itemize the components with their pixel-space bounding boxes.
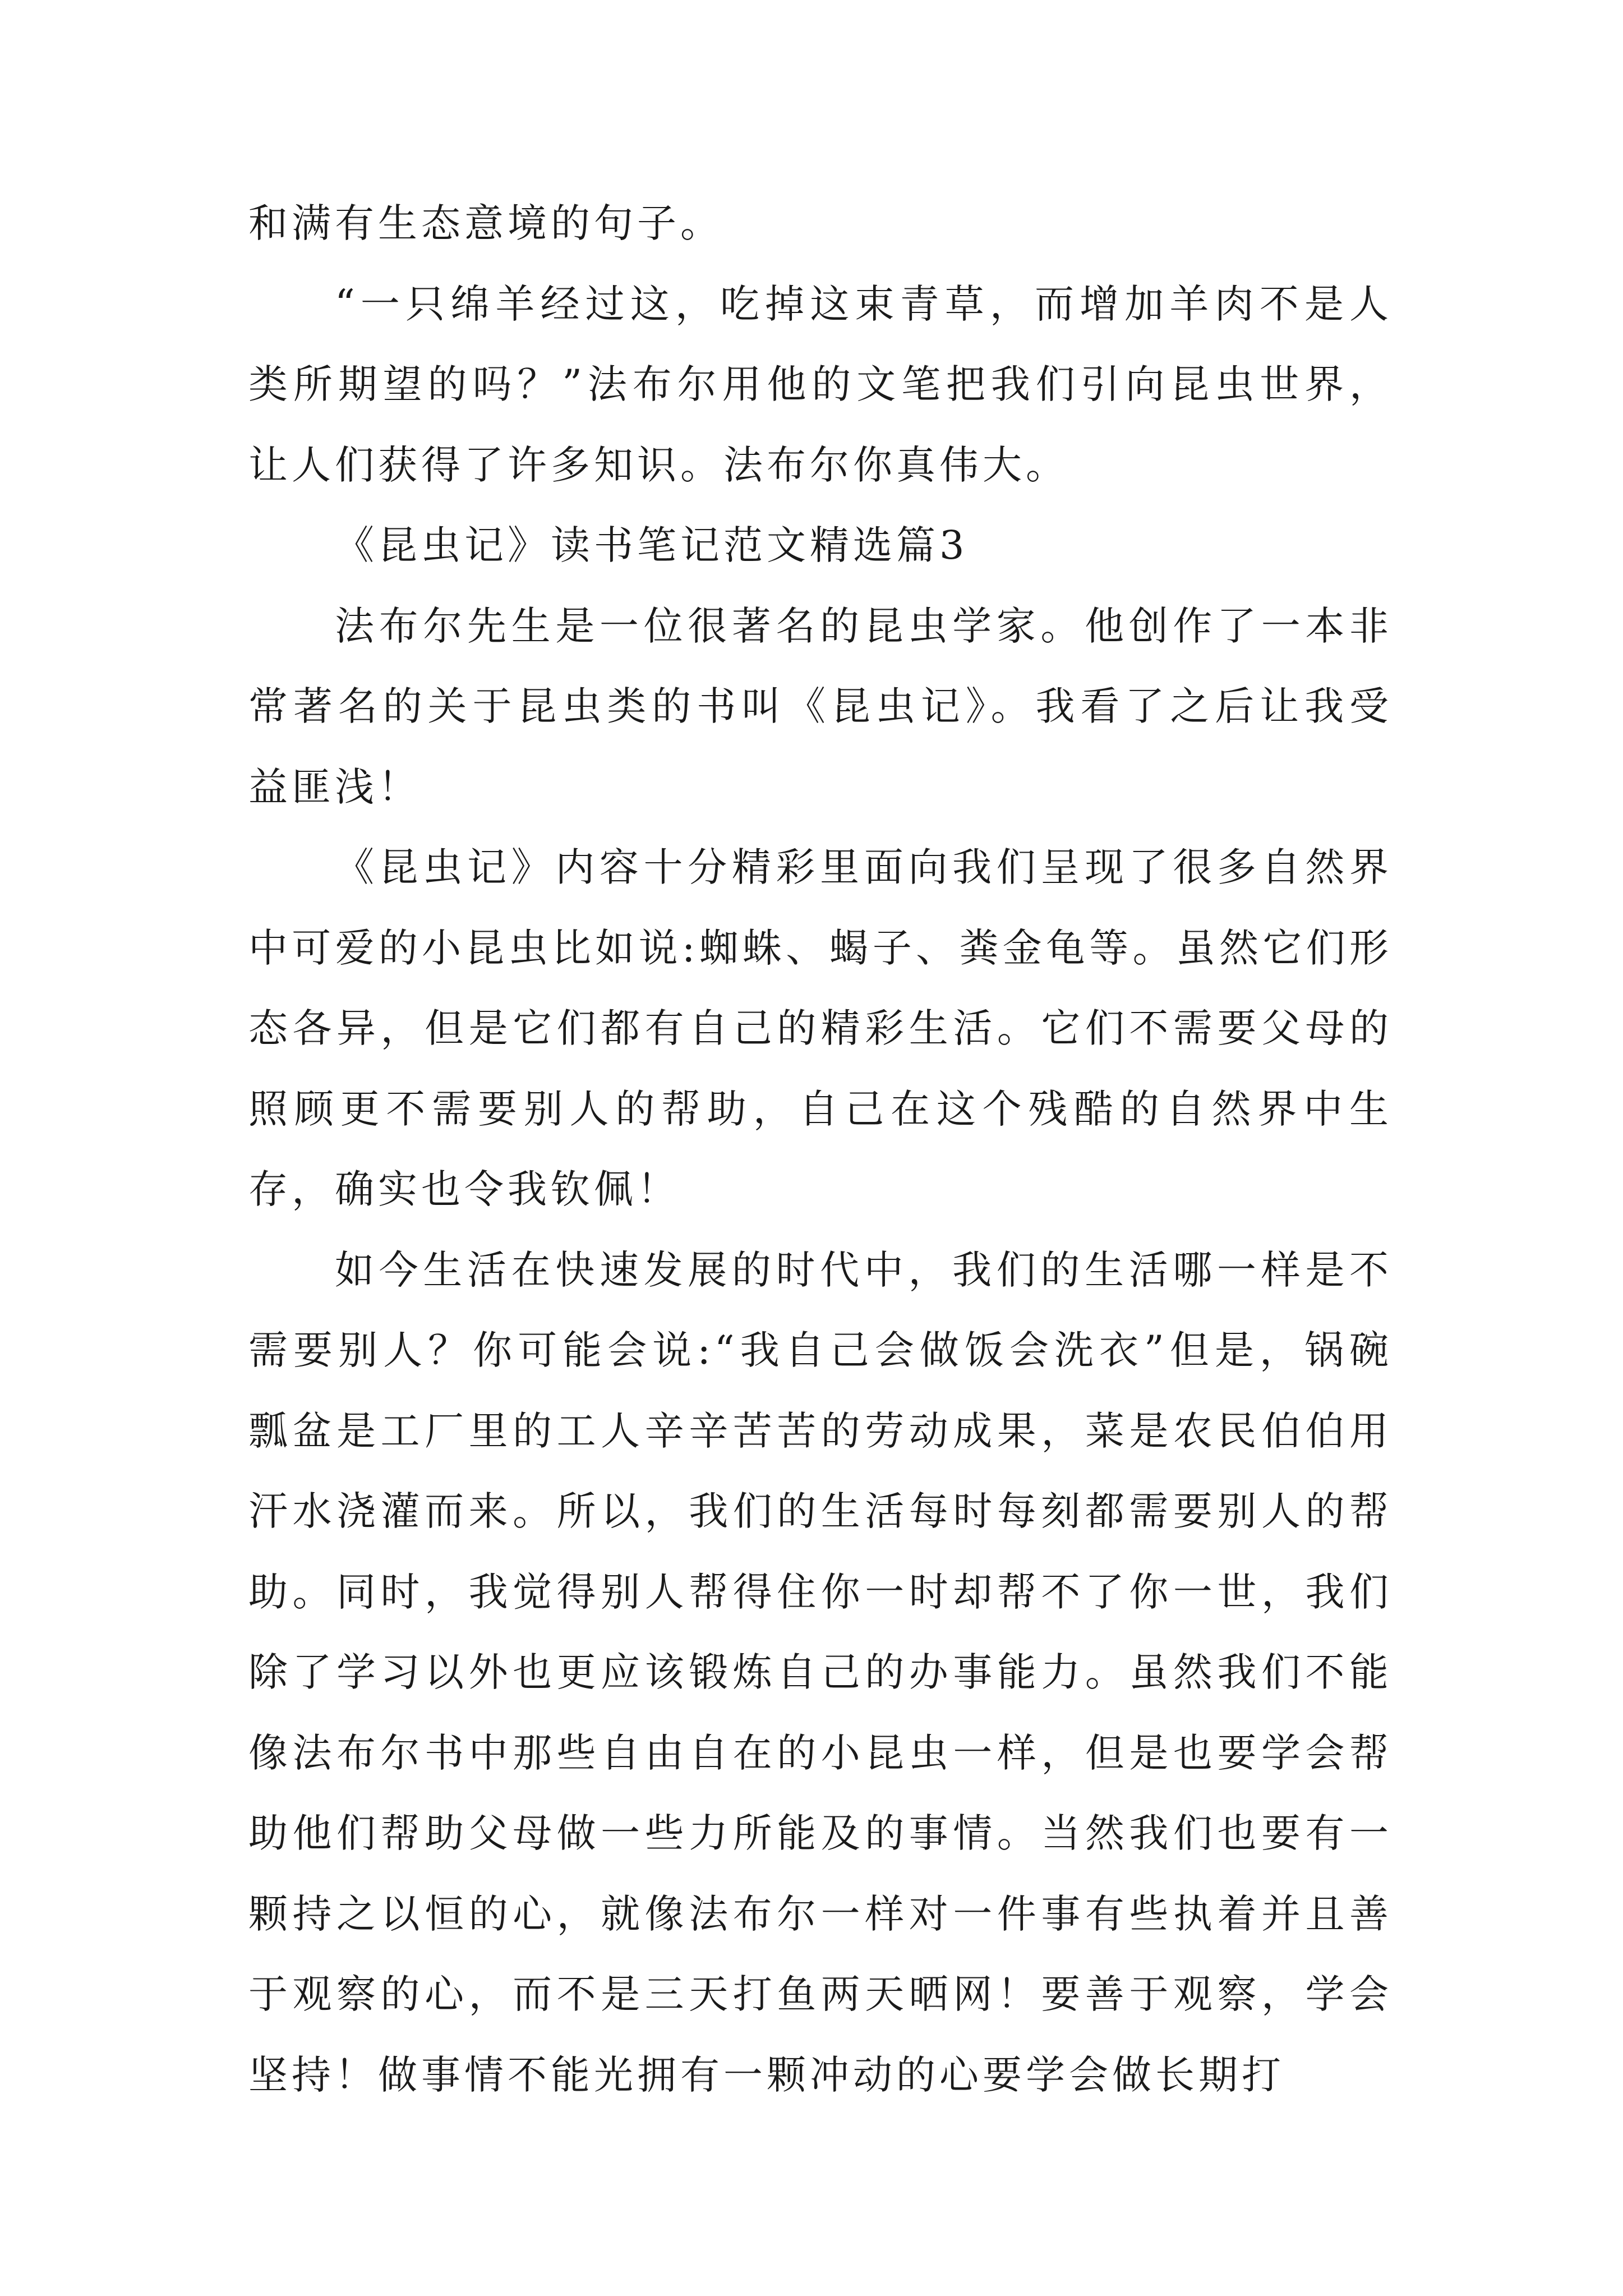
paragraph: 《昆虫记》内容十分精彩里面向我们呈现了很多自然界中可爱的小昆虫比如说:蜘蛛、蝎子、粪金龟等。虽然它们形态各异，但是它们都有自己的精彩生活。它们不需要父母的照顾更不需要别人的帮助，自己在这个残酷的自然界中生存，确实也令我钦佩！ [248, 844, 1393, 1212]
paragraph: 如今生活在快速发展的时代中，我们的生活哪一样是不需要别人？你可能会说:“我自己会做饭会洗衣”但是，锅碗瓢盆是工厂里的工人辛辛苦苦的劳动成果，菜是农民伯伯用汗水浇灌而来。所以，我们的生活每时每刻都需要别人的帮助。同时，我觉得别人帮得住你一时却帮不了你一世，我们除了学习以外也更应该锻炼自己的办事能力。虽然我们不能像法布尔书中那些自由自在的小昆虫一样，但是也要学会帮助他们帮助父母做一些力所能及的事情。当然我们也要有一颗持之以恒的心，就像法布尔一样对一件事有些执着并且善于观察的心，而不是三天打鱼两天晒网！要善于观察，学会坚持！做事情不能光拥有一颗冲动的心要学会做长期打 [248, 1246, 1393, 2098]
paragraph: “一只绵羊经过这，吃掉这束青草，而增加羊肉不是人类所期望的吗？”法布尔用他的文笔把我们引向昆虫世界，让人们获得了许多知识。法布尔你真伟大。 [248, 280, 1393, 488]
paragraph: 和满有生态意境的句子。 [248, 200, 723, 246]
document-body [248, 183, 1393, 2115]
paragraph: 法布尔先生是一位很著名的昆虫学家。他创作了一本非常著名的关于昆虫类的书叫《昆虫记》。我看了之后让我受益匪浅！ [248, 602, 1393, 810]
section-heading: 《昆虫记》读书笔记范文精选篇3 [335, 522, 969, 568]
